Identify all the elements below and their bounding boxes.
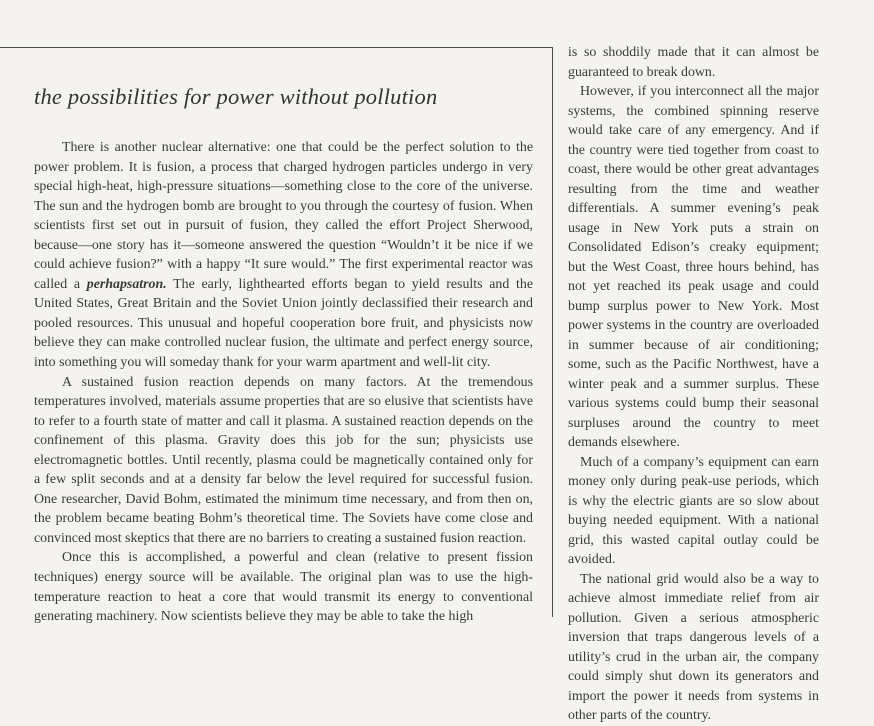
main-paragraph-3: Once this is accomplished, a powerful and clean (relative to present fission techniques) energy source will be available. The original plan was to use the high-temperature reaction to heat a core that would transmit its energy to conventional generating machinery. Now scientists believe they may be able to take the high bbox=[34, 550, 533, 625]
article-headline: the possibilities for power without pollution bbox=[34, 84, 438, 109]
main-column bbox=[34, 138, 533, 627]
side-paragraph-3: The national grid would also be a way to achieve almost immediate relief from air pollution. Given a serious atmospheric inversion that traps dangerous levels of a utility’s crud in the urban air, the company could simply shut down its generators and import the power it needs from systems in other parts of the country. bbox=[568, 571, 819, 723]
side-paragraph-continued: is so shoddily made that it can almost be guaranteed to break down. bbox=[568, 45, 819, 80]
side-paragraph-1: However, if you interconnect all the major systems, the combined spinning reserve would take care of any emergency. And if the country were tied together from coast to coast, there would be other great advantages resulting from the time and weather differentials. A summer evening’s peak usage in New York puts a strain on Consolidated Edison’s creaky equipment; but the West Coast, three hours behind, has not yet reached its peak usage and could bump surplus power to New York. Most power systems in the country are overloaded in summer because of air conditioning; some, such as the Pacific Northwest, have a winter peak and a summer surplus. These various systems could bump their seasonal surpluses around the country to meet demands elsewhere. bbox=[568, 84, 819, 450]
side-column bbox=[568, 43, 819, 726]
side-paragraph-2: Much of a company’s equipment can earn money only during peak-use periods, which is why the electric giants are so slow about buying needed equipment. With a national grid, this wasted capital outlay could be avoided. bbox=[568, 454, 819, 567]
frame-top-rule bbox=[0, 47, 553, 48]
main-paragraph-1 bbox=[34, 138, 533, 373]
frame-right-rule bbox=[552, 47, 553, 617]
main-paragraph-1-text-cont: The early, lighthearted efforts began to yield results and the United States, Great Britain and the Soviet Union jointly declassified their research and pooled resources. This unusual and hopeful cooperation bore fruit, and physicists now believe they can make controlled nuclear fusion, the ultimate and perfect energy source, into something you will someday thank for your warm apartment and well-lit city. bbox=[34, 276, 533, 371]
main-paragraph-2: A sustained fusion reaction depends on many factors. At the tremendous temperatures involved, materials assume properties that are so elusive that scientists have to refer to a fourth state of matter and call it plasma. A sustained reaction depends on the confinement of this plasma. Gravity does this job for the sun; physicists use electromagnetic bottles. Until recently, plasma could be magnetically contained only for a few split seconds and at a density far below the level required for successful fusion. One researcher, David Bohm, estimated the minimum time necessary, and from then on, the problem became beating Bohm’s theoretical time. The Soviets have come close and convinced most skeptics that there are no barriers to creating a sustained fusion reaction. bbox=[34, 374, 533, 546]
main-paragraph-1-emphasis: perhapsatron. bbox=[86, 276, 167, 292]
main-paragraph-1-text: There is another nuclear alternative: one that could be the perfect solution to the power problem. It is fusion, a process that charged hydrogen particles undergo in very special high-heat, high-pressure situations—something close to the core of the universe. The sun and the hydrogen bomb are brought to you through the courtesy of fusion. When scientists first set out in pursuit of fusion, they called the effort Project Sherwood, because—one story has it—someone answered the question “Wouldn’t it be nice if we could achieve fusion?” with a happy “It sure would.” The first experimental reactor was called a bbox=[34, 140, 533, 292]
